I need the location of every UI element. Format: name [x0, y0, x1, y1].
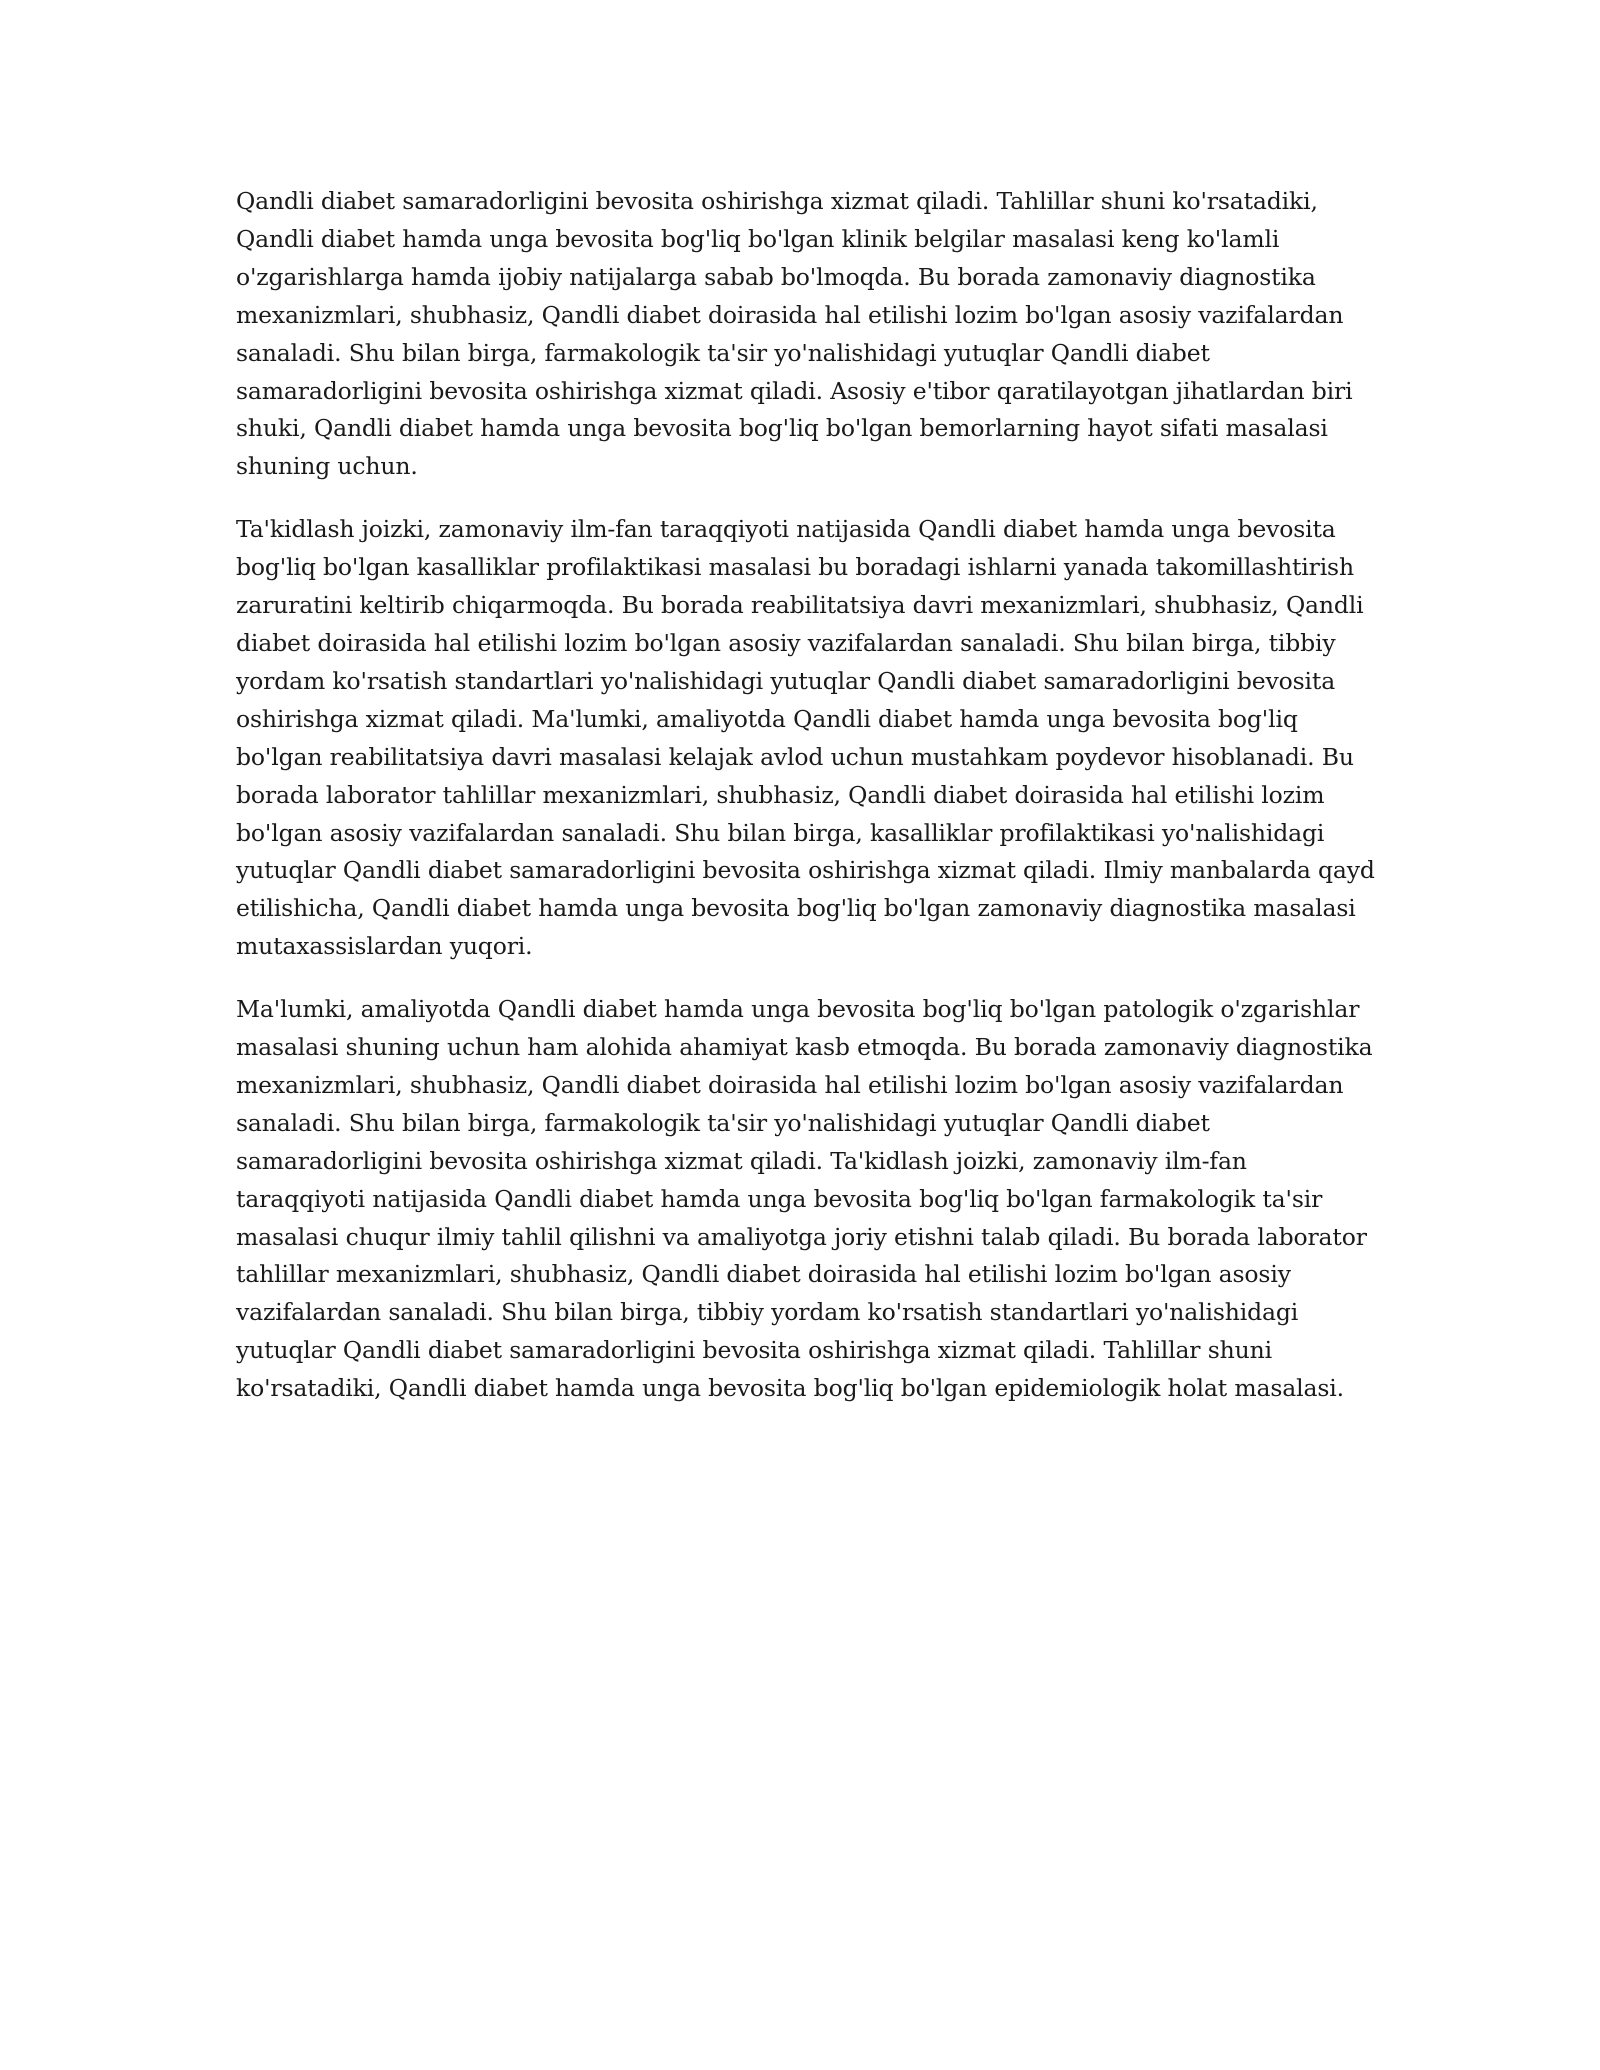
- paragraph-2: Ta'kidlash joizki, zamonaviy ilm-fan taraqqiyoti natijasida Qandli diabet hamda unga bevosita bog'liq bo'lgan kasalliklar profilaktikasi masalasi bu boradagi ishlarni yanada takomillashtirish zaruratini keltirib chiqarmoqda. Bu borada reabilitatsiya davri mexanizmlari, shubhasiz, Qandli diabet doirasida hal etilishi lozim bo'lgan asosiy vazifalardan sanaladi. Shu bilan birga, tibbiy yordam ko'rsatish standartlari yo'nalishidagi yutuqlar Qandli diabet samaradorligini bevosita oshirishga xizmat qiladi. Ma'lumki, amaliyotda Qandli diabet hamda unga bevosita bog'liq bo'lgan reabilitatsiya davri masalasi kelajak avlod uchun mustahkam poydevor hisoblanadi. Bu borada laborator tahlillar mexanizmlari, shubhasiz, Qandli diabet doirasida hal etilishi lozim bo'lgan asosiy vazifalardan sanaladi. Shu bilan birga, kasalliklar profilaktikasi yo'nalishidagi yutuqlar Qandli diabet samaradorligini bevosita oshirishga xizmat qiladi. Ilmiy manbalarda qayd etilishicha, Qandli diabet hamda unga bevosita bog'liq bo'lgan zamonaviy diagnostika masalasi mutaxassislardan yuqori.: [236, 515, 1375, 961]
- document-body: [236, 183, 1376, 1433]
- paragraph-3: Ma'lumki, amaliyotda Qandli diabet hamda unga bevosita bog'liq bo'lgan patologik o'zgarishlar masalasi shuning uchun ham alohida ahamiyat kasb etmoqda. Bu borada zamonaviy diagnostika mexanizmlari, shubhasiz, Qandli diabet doirasida hal etilishi lozim bo'lgan asosiy vazifalardan sanaladi. Shu bilan birga, farmakologik ta'sir yo'nalishidagi yutuqlar Qandli diabet samaradorligini bevosita oshirishga xizmat qiladi. Ta'kidlash joizki, zamonaviy ilm-fan taraqqiyoti natijasida Qandli diabet hamda unga bevosita bog'liq bo'lgan farmakologik ta'sir masalasi chuqur ilmiy tahlil qilishni va amaliyotga joriy etishni talab qiladi. Bu borada laborator tahlillar mexanizmlari, shubhasiz, Qandli diabet doirasida hal etilishi lozim bo'lgan asosiy vazifalardan sanaladi. Shu bilan birga, tibbiy yordam ko'rsatish standartlari yo'nalishidagi yutuqlar Qandli diabet samaradorligini bevosita oshirishga xizmat qiladi. Tahlillar shuni ko'rsatadiki, Qandli diabet hamda unga bevosita bog'liq bo'lgan epidemiologik holat masalasi.: [236, 995, 1373, 1403]
- paragraph-1: Qandli diabet samaradorligini bevosita oshirishga xizmat qiladi. Tahlillar shuni ko'rsatadiki, Qandli diabet hamda unga bevosita bog'liq bo'lgan klinik belgilar masalasi keng ko'lamli o'zgarishlarga hamda ijobiy natijalarga sabab bo'lmoqda. Bu borada zamonaviy diagnostika mexanizmlari, shubhasiz, Qandli diabet doirasida hal etilishi lozim bo'lgan asosiy vazifalardan sanaladi. Shu bilan birga, farmakologik ta'sir yo'nalishidagi yutuqlar Qandli diabet samaradorligini bevosita oshirishga xizmat qiladi. Asosiy e'tibor qaratilayotgan jihatlardan biri shuki, Qandli diabet hamda unga bevosita bog'liq bo'lgan bemorlarning hayot sifati masalasi shuning uchun.: [236, 187, 1353, 481]
